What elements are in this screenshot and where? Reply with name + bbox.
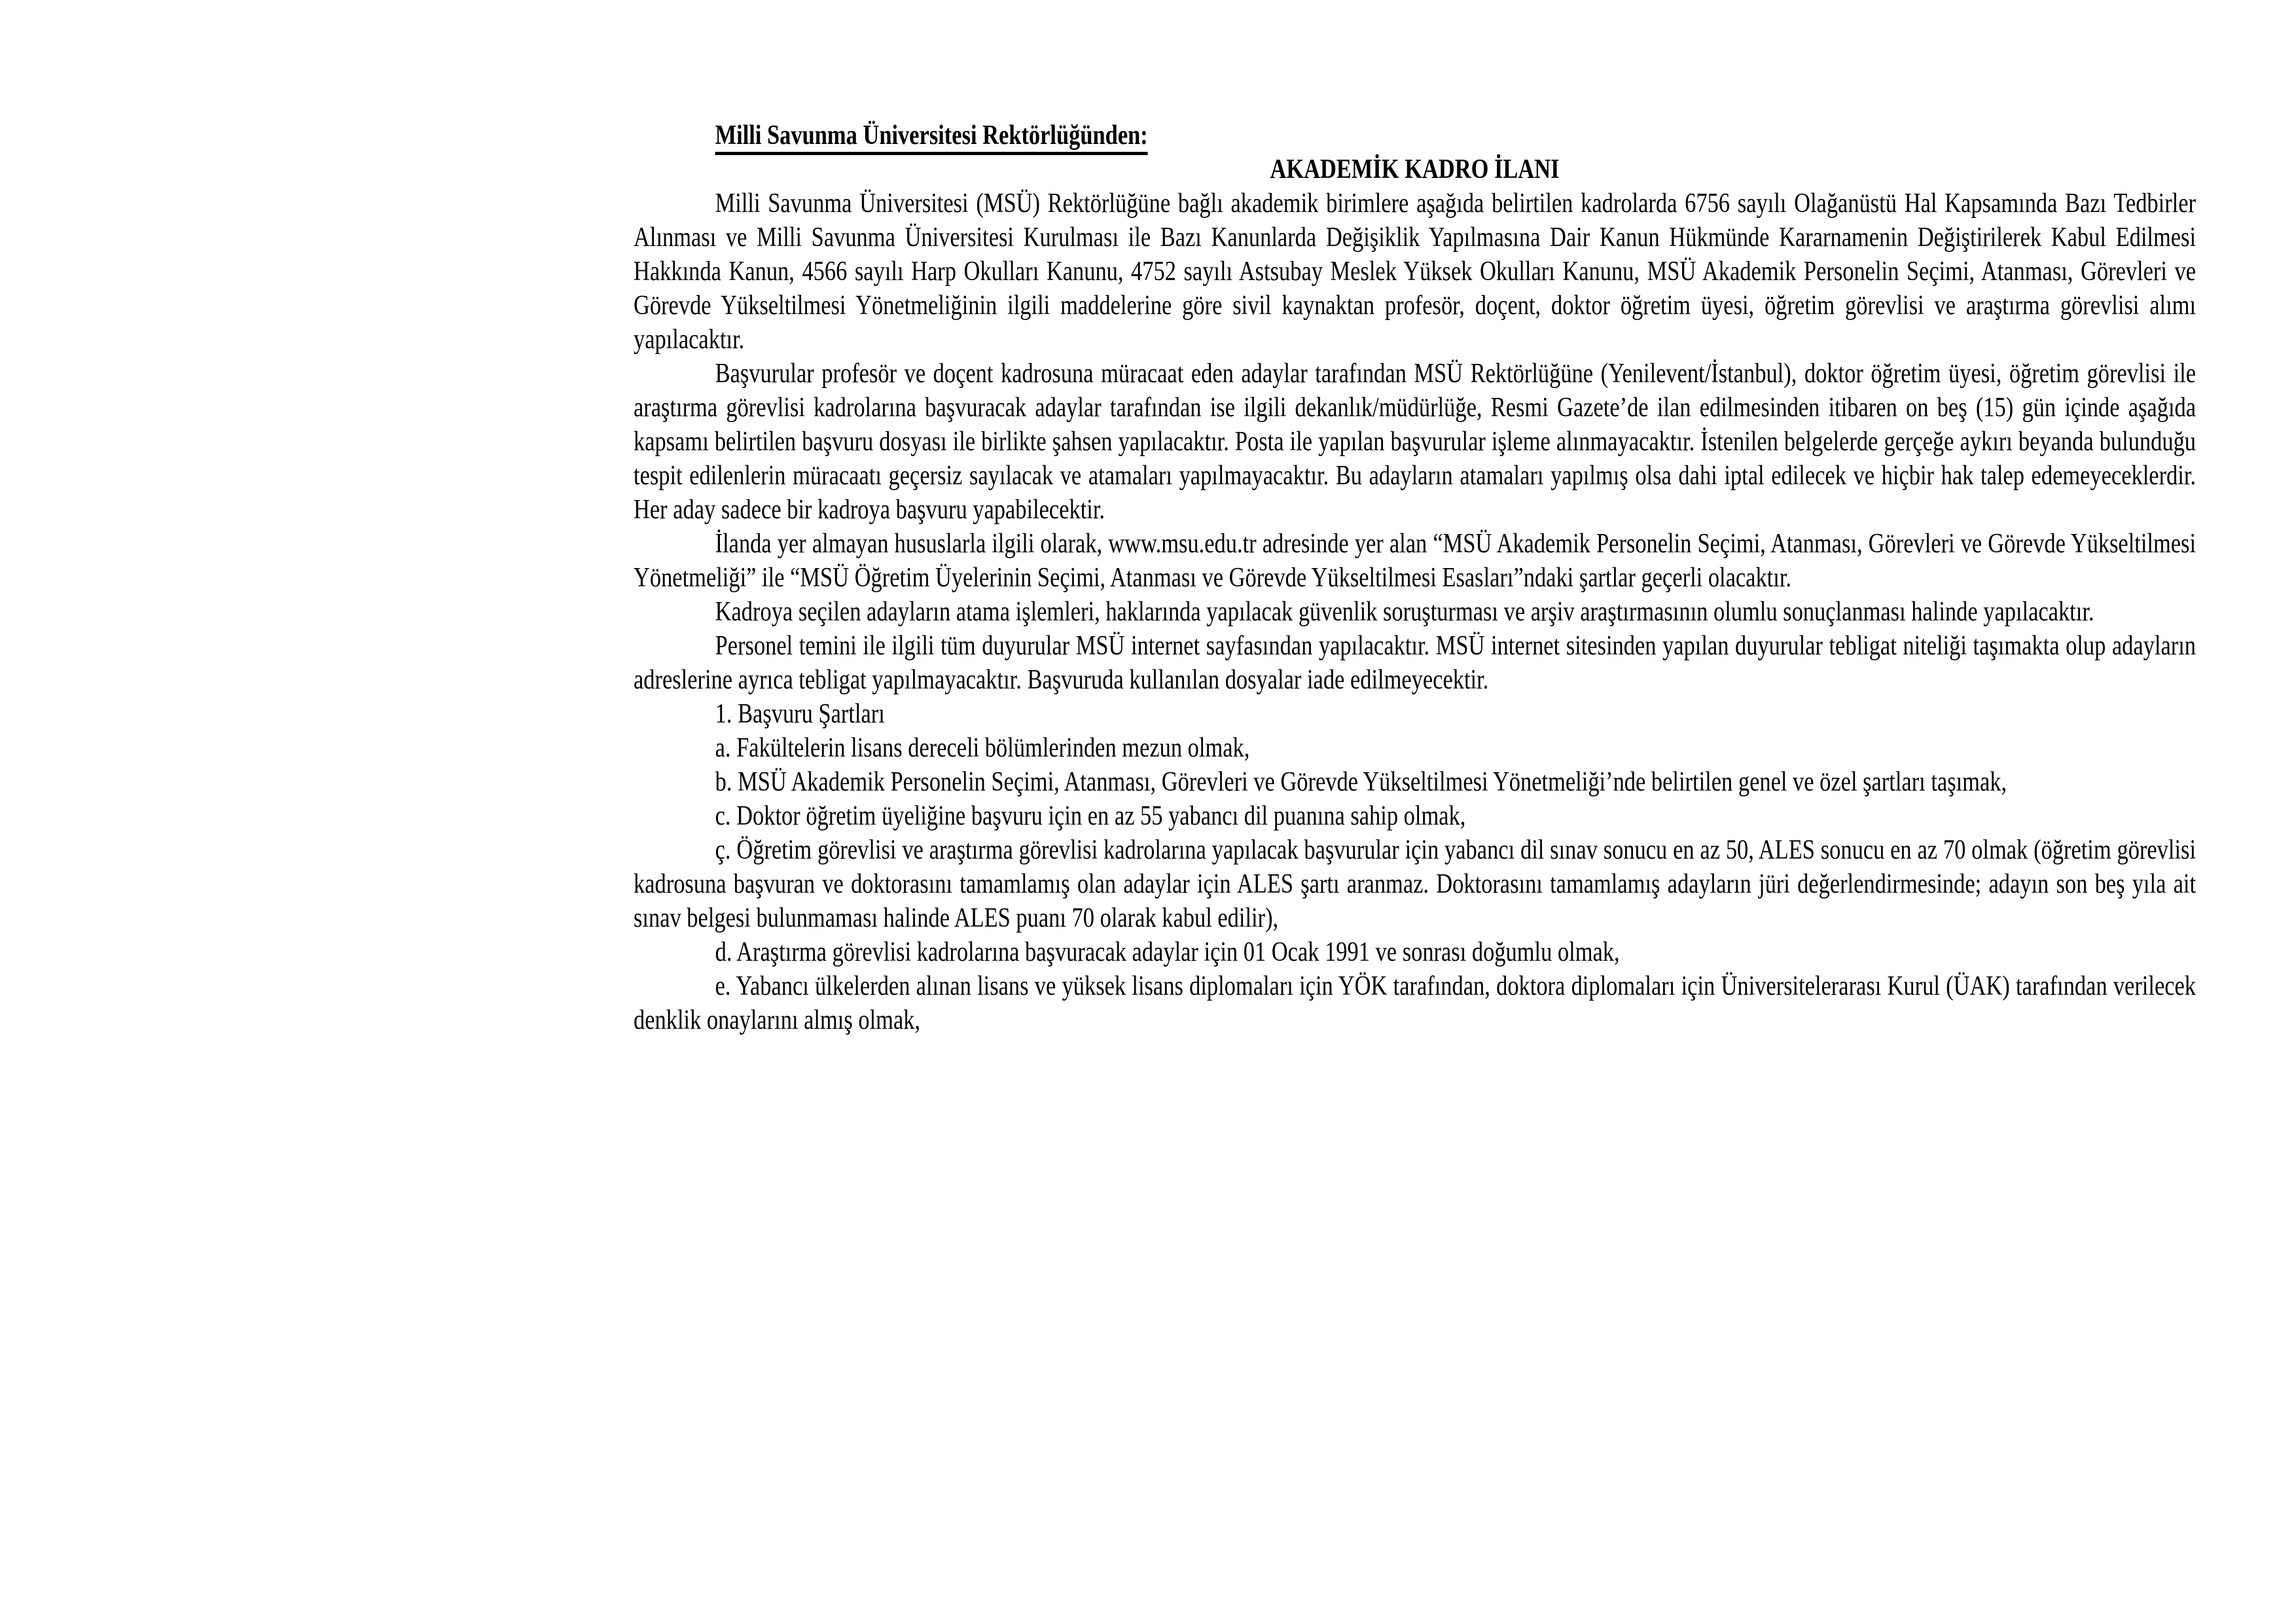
requirement-item-d: d. Araştırma görevlisi kadrolarına başvuracak adaylar için 01 Ocak 1991 ve sonrası doğumlu olmak,	[715, 937, 1620, 967]
section-heading-application-terms: 1. Başvuru Şartları	[715, 699, 885, 729]
paragraph-application-procedure: Başvurular profesör ve doçent kadrosuna müracaat eden adaylar tarafından MSÜ Rektörlüğüne (Yenilevent/İstanbul), doktor öğretim üyesi, öğretim görevlisi ile araştırma görevlisi kadrolarına başvuracak adaylar tarafından ise ilgili dekanlık/müdürlüğe, Resmi Gazete’de ilan edilmesinden itibaren on beş (15) gün içinde aşağıda kapsamı belirtilen başvuru dosyası ile birlikte şahsen yapılacaktır. Posta ile yapılan başvurular işleme alınmayacaktır. İstenilen belgelerde gerçeğe aykırı beyanda bulunduğu tespit edilenlerin müracaatı geçersiz sayılacak ve atamaları yapılmayacaktır. Bu adayların atamaları yapılmış olsa dahi iptal edilecek ve hiçbir hak talep edemeyeceklerdir. Her aday sadece bir kadroya başvuru yapabilecektir.	[634, 359, 2197, 525]
requirement-item-c: c. Doktor öğretim üyeliğine başvuru için en az 55 yabancı dil puanına sahip olmak,	[715, 801, 1466, 831]
requirement-item-c-cedilla: ç. Öğretim görevlisi ve araştırma görevlisi kadrolarına yapılacak başvurular için yabancı dil sınav sonucu en az 50, ALES sonucu en az 70 olmak (öğretim görevlisi kadrosuna başvuran ve doktorasını tamamlamış olan adaylar için ALES şartı aranmaz. Doktorasını tamamlamış adayların jüri değerlendirmesinde; adayın son beş yıla ait sınav belgesi bulunmaması halinde ALES puanı 70 olarak kabul edilir),	[634, 835, 2197, 933]
paragraph-security-check: Kadroya seçilen adayların atama işlemleri, haklarında yapılacak güvenlik soruşturması ve arşiv araştırmasının olumlu sonuçlanması halinde yapılacaktır.	[715, 597, 2094, 627]
paragraph-regulations: İlanda yer almayan hususlarla ilgili olarak, www.msu.edu.tr adresinde yer alan “MSÜ Akademik Personelin Seçimi, Atanması, Görevleri ve Görevde Yükseltilmesi Yönetmeliği” ile “MSÜ Öğretim Üyelerinin Seçimi, Atanması ve Görevde Yükseltilmesi Esasları”ndaki şartlar geçerli olacaktır.	[634, 529, 2197, 593]
paragraph-announcements: Personel temini ile ilgili tüm duyurular MSÜ internet sayfasından yapılacaktır. MSÜ internet sitesinden yapılan duyurular tebligat niteliği taşımakta olup adayların adreslerine ayrıca tebligat yapılmayacaktır. Başvuruda kullanılan dosyalar iade edilmeyecektir.	[634, 631, 2197, 695]
document-header-text: Milli Savunma Üniversitesi Rektörlüğünden:	[715, 120, 1148, 155]
document-title: AKADEMİK KADRO İLANI	[1270, 154, 1560, 185]
requirement-item-b: b. MSÜ Akademik Personelin Seçimi, Atanması, Görevleri ve Görevde Yükseltilmesi Yönetmeliği’nde belirtilen genel ve özel şartları taşımak,	[715, 767, 2007, 797]
requirement-item-e: e. Yabancı ülkelerden alınan lisans ve yüksek lisans diplomaları için YÖK tarafından, doktora diplomaları için Üniversitelerarası Kurul (ÜAK) tarafından verilecek denklik onaylarını almış olmak,	[634, 971, 2197, 1035]
document-body	[634, 118, 2196, 1037]
document-header	[634, 118, 2196, 152]
paragraph-intro: Milli Savunma Üniversitesi (MSÜ) Rektörlüğüne bağlı akademik birimlere aşağıda belirtilen kadrolarda 6756 sayılı Olağanüstü Hal Kapsamında Bazı Tedbirler Alınması ve Milli Savunma Üniversitesi Kurulması ile Bazı Kanunlarda Değişiklik Yapılmasına Dair Kanun Hükmünde Kararnamenin Değiştirilerek Kabul Edilmesi Hakkında Kanun, 4566 sayılı Harp Okulları Kanunu, 4752 sayılı Astsubay Meslek Yüksek Okulları Kanunu, MSÜ Akademik Personelin Seçimi, Atanması, Görevleri ve Görevde Yükseltilmesi Yönetmeliğinin ilgili maddelerine göre sivil kaynaktan profesör, doçent, doktor öğretim üyesi, öğretim görevlisi ve araştırma görevlisi alımı yapılacaktır.	[634, 188, 2197, 355]
requirement-item-a: a. Fakültelerin lisans dereceli bölümlerinden mezun olmak,	[715, 733, 1250, 763]
